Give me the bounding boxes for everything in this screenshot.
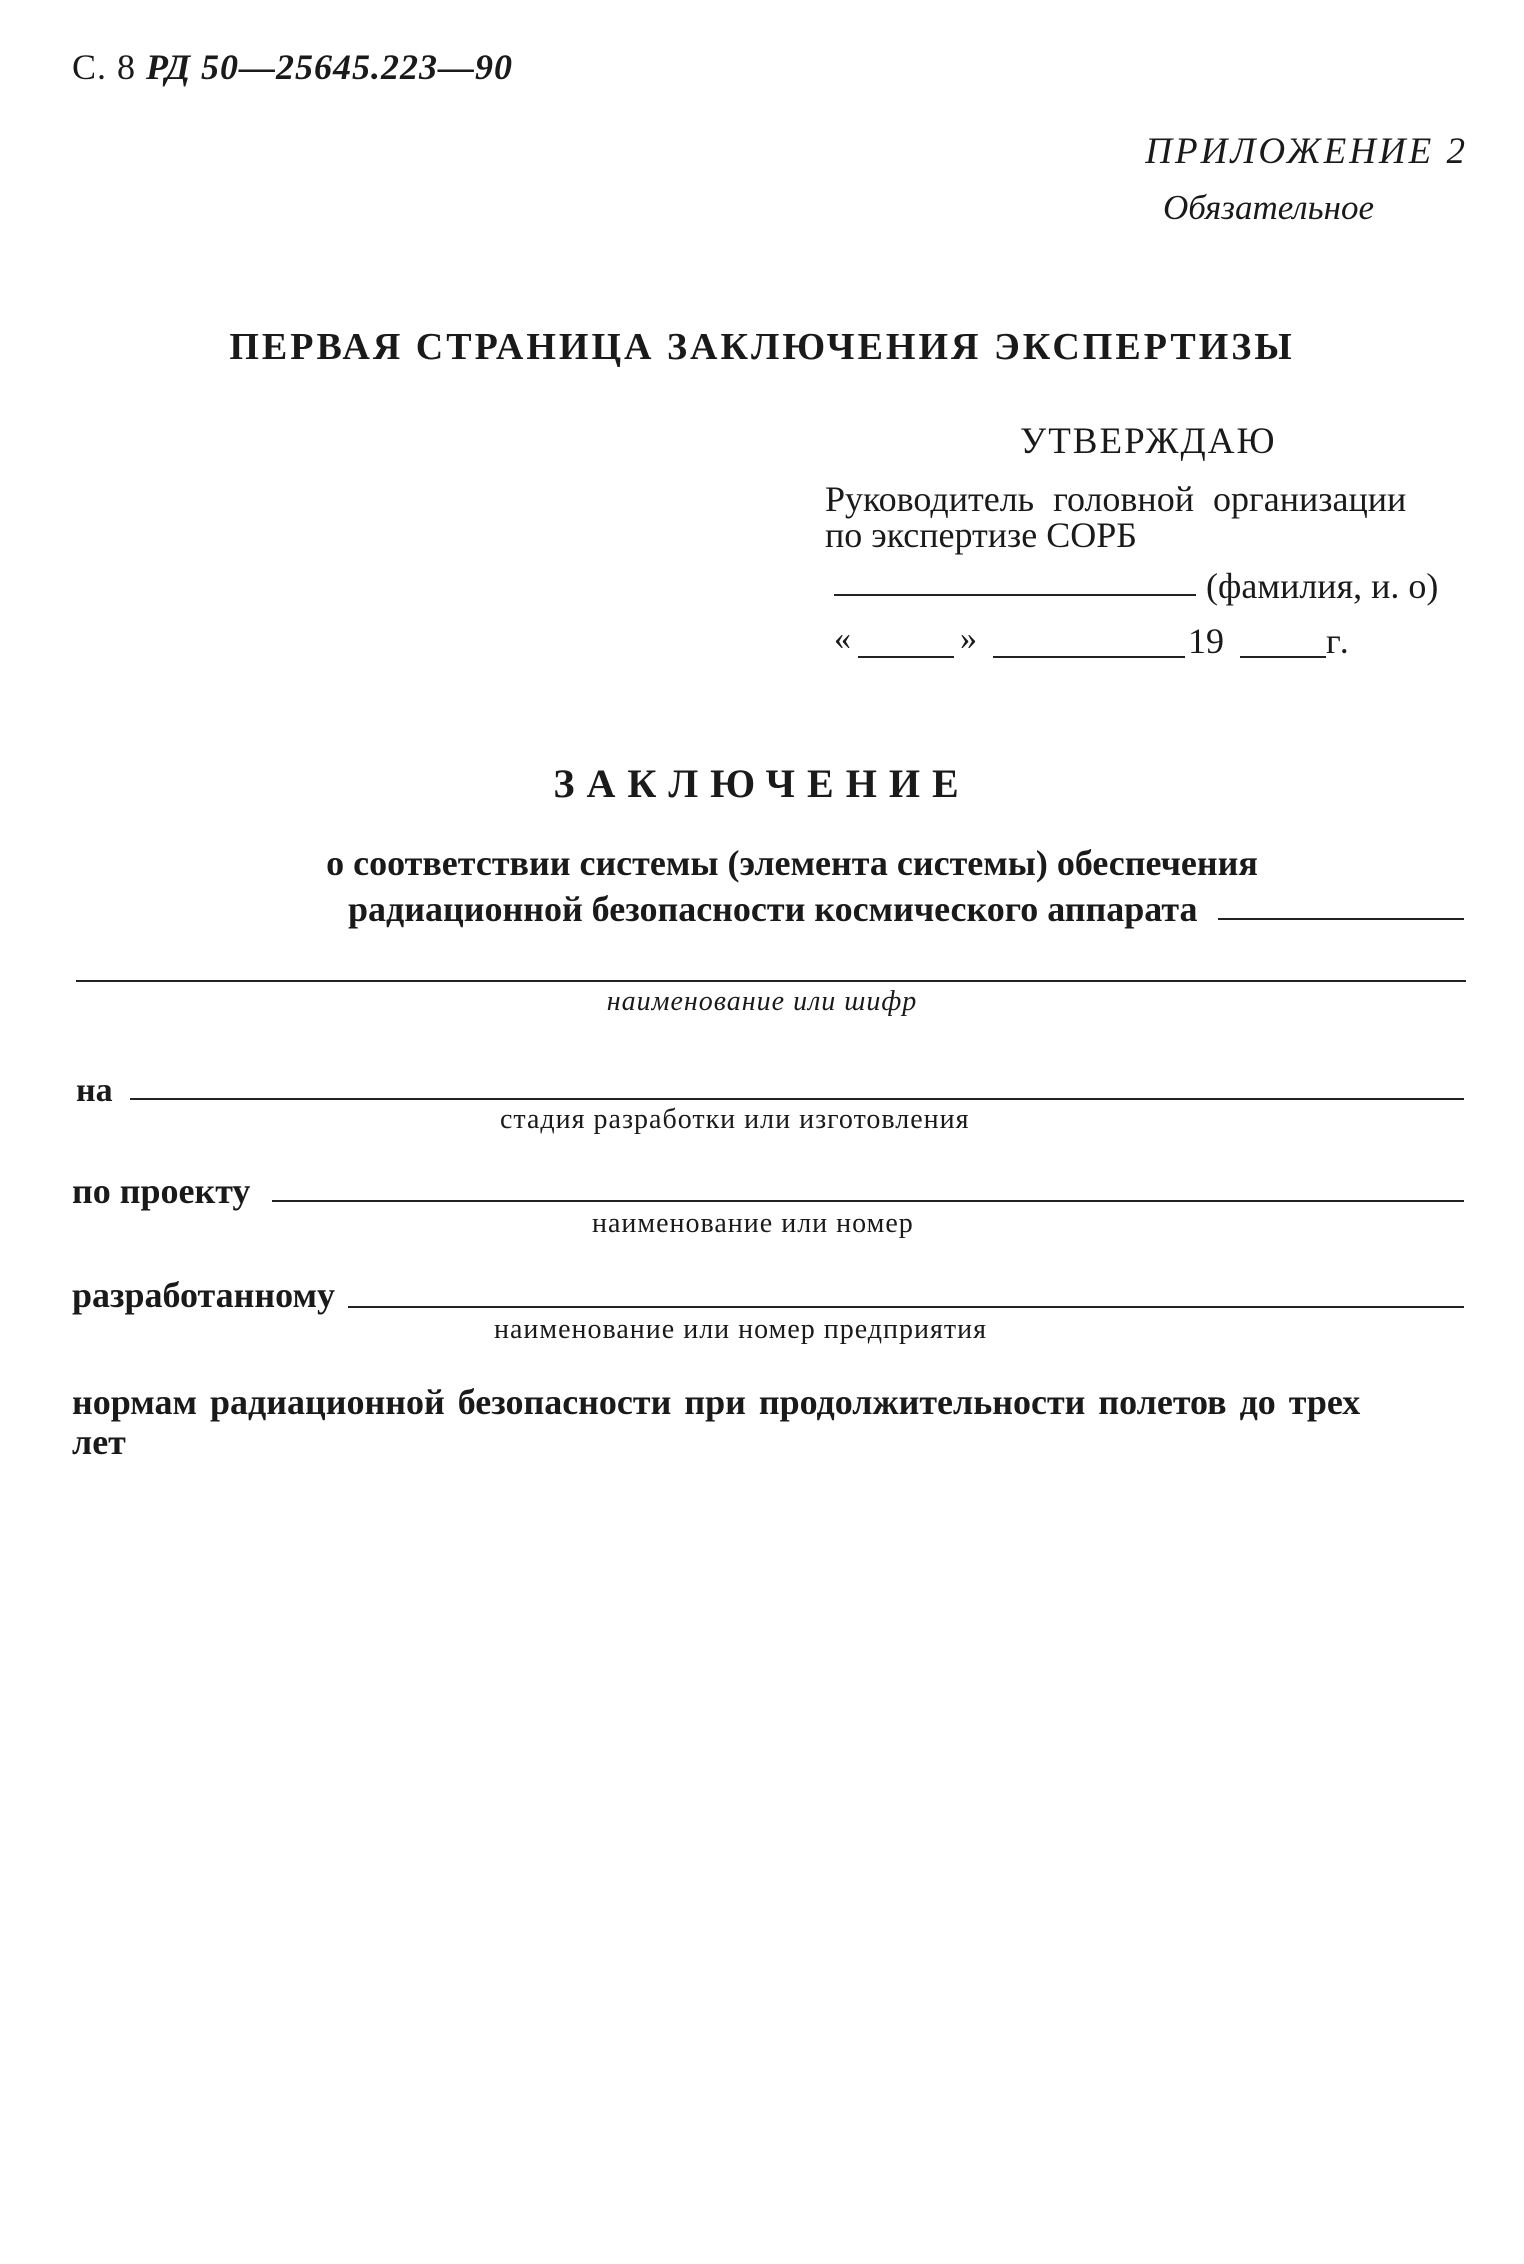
page-number: С. 8 bbox=[72, 47, 137, 87]
name-hint: (фамилия, и. о) bbox=[1206, 566, 1439, 606]
approval-label: УТВЕРЖДАЮ bbox=[1020, 421, 1277, 462]
stage-blank[interactable] bbox=[130, 1098, 1464, 1100]
page-header bbox=[72, 46, 513, 88]
page-heading: ПЕРВАЯ СТРАНИЦА ЗАКЛЮЧЕНИЯ ЭКСПЕРТИЗЫ bbox=[229, 326, 1295, 368]
year-suffix: г. bbox=[1326, 621, 1352, 661]
project-caption: наименование или номер bbox=[592, 1208, 914, 1239]
month-blank[interactable] bbox=[993, 656, 1185, 658]
stage-caption: стадия разработки или изготовления bbox=[500, 1104, 970, 1135]
project-label: по проекту bbox=[72, 1171, 251, 1211]
year-blank[interactable] bbox=[1240, 656, 1326, 658]
developer-blank[interactable] bbox=[348, 1306, 1464, 1308]
norms-text: нормам радиационной безопасности при продолжительности полетов до трех лет bbox=[72, 1382, 1361, 1462]
approval-position-line1: Руководитель головной организации bbox=[825, 479, 1407, 519]
annex-status: Обязательное bbox=[1163, 188, 1374, 227]
stage-label: на bbox=[76, 1072, 113, 1109]
year-prefix: 19 bbox=[1188, 621, 1224, 661]
approval-position-line2: по экспертизе СОРБ bbox=[825, 515, 1137, 555]
day-blank[interactable] bbox=[858, 656, 954, 658]
conclusion-intro-line1: о соответствии системы (элемента системы) обеспечения bbox=[326, 843, 1258, 883]
developer-caption: наименование или номер предприятия bbox=[494, 1314, 987, 1345]
project-blank[interactable] bbox=[272, 1200, 1464, 1202]
annex-title: ПРИЛОЖЕНИЕ 2 bbox=[1145, 131, 1468, 172]
name-blank[interactable] bbox=[76, 980, 1466, 982]
developer-label: разработанному bbox=[72, 1275, 336, 1315]
name-caption: наименование или шифр bbox=[606, 986, 918, 1017]
conclusion-title: ЗАКЛЮЧЕНИЕ bbox=[553, 761, 971, 806]
document-code: РД 50—25645.223—90 bbox=[146, 47, 514, 87]
date-quote-close: » bbox=[960, 620, 977, 657]
apparatus-blank[interactable] bbox=[1218, 918, 1464, 920]
signature-blank[interactable] bbox=[834, 594, 1196, 596]
conclusion-intro-line2: радиационной безопасности космического аппарата bbox=[348, 889, 1198, 929]
date-quote-open: « bbox=[834, 620, 851, 657]
